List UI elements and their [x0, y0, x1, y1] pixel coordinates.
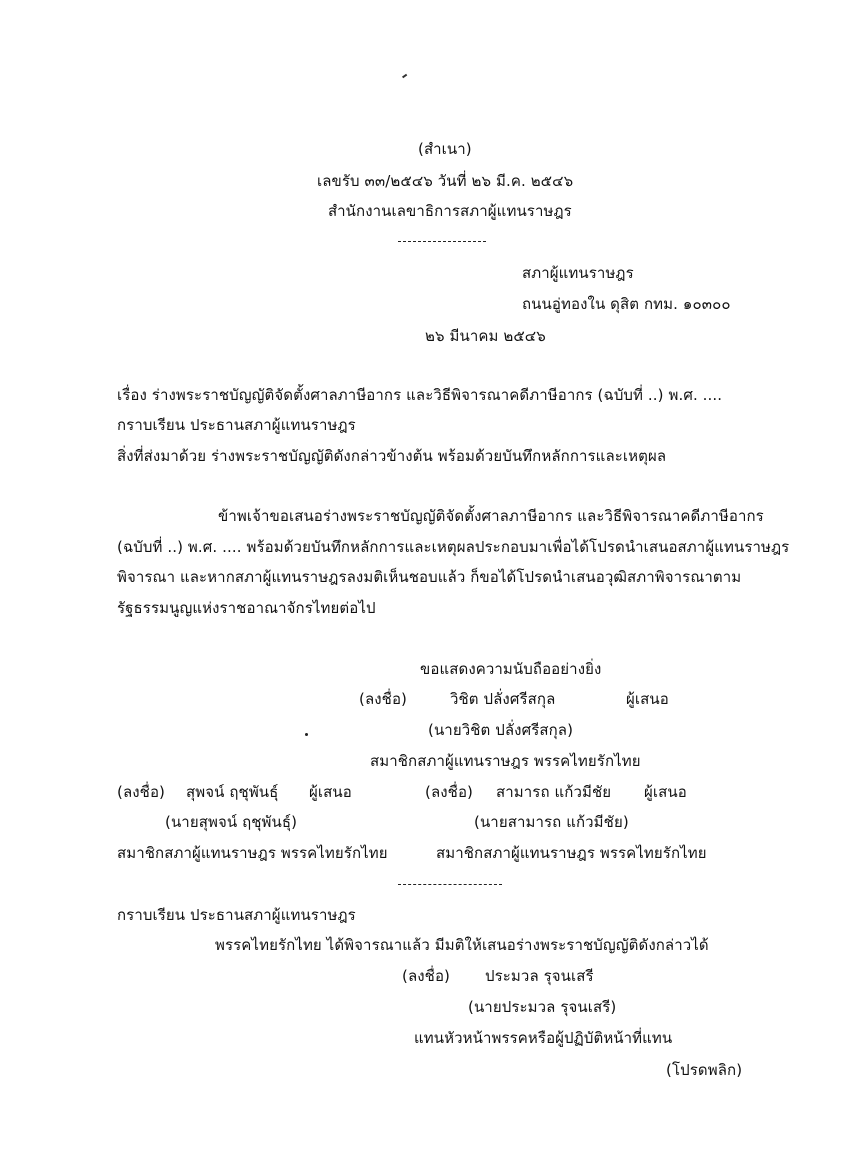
- left-signature: สุพจน์ ฤชุพันธุ์: [186, 783, 279, 801]
- main-sign-label: (ลงชื่อ): [359, 690, 408, 708]
- right-role: ผู้เสนอ: [644, 783, 687, 801]
- ink-speck: [305, 733, 308, 736]
- endorsement-sign-label: (ลงชื่อ): [402, 967, 451, 985]
- right-sign-label: (ลงชื่อ): [425, 783, 474, 801]
- main-role: ผู้เสนอ: [626, 690, 669, 708]
- enclosure-line: สิ่งที่ส่งมาด้วย ร่างพระราชบัญญัติดังกล่าวข้างต้น พร้อมด้วยบันทึกหลักการและเหตุผล: [117, 447, 667, 465]
- left-position: สมาชิกสภาผู้แทนราษฎร พรรคไทยรักไทย: [117, 844, 388, 862]
- address-line-2: ถนนอู่ทองใน ดุสิต กทม. ๑๐๓๐๐: [522, 295, 731, 313]
- body-line-3: พิจารณา และหากสภาผู้แทนราษฎรลงมติเห็นชอบแล้ว ก็ขอได้โปรดนำเสนอวุฒิสภาพิจารณาตาม: [117, 568, 742, 586]
- turn-over-note: (โปรดพลิก): [666, 1061, 743, 1079]
- endorsement-position: แทนหัวหน้าพรรคหรือผู้ปฏิบัติหน้าที่แทน: [414, 1029, 673, 1047]
- right-printed-name: (นายสามารถ แก้วมีชัย): [474, 813, 629, 831]
- left-role: ผู้เสนอ: [309, 783, 352, 801]
- main-signature: วิชิต ปลั่งศรีสกุล: [450, 690, 556, 708]
- closing-respect: ขอแสดงความนับถืออย่างยิ่ง: [420, 660, 602, 678]
- address-line-1: สภาผู้แทนราษฎร: [522, 264, 634, 282]
- endorsement-statement: พรรคไทยรักไทย ได้พิจารณาแล้ว มีมติให้เสนอร่างพระราชบัญญัติดังกล่าวได้: [215, 936, 709, 954]
- endorsement-printed-name: (นายประมวล รุจนเสรี): [468, 998, 617, 1016]
- salutation: กราบเรียน ประธานสภาผู้แทนราษฎร: [117, 416, 356, 434]
- body-line-1: ข้าพเจ้าขอเสนอร่างพระราชบัญญัติจัดตั้งศาลภาษีอากร และวิธีพิจารณาคดีภาษีอากร: [218, 507, 764, 525]
- document-date: ๒๖ มีนาคม ๒๕๔๖: [425, 327, 546, 345]
- main-printed-name: (นายวิชิต ปลั่งศรีสกุล): [428, 721, 574, 739]
- right-position: สมาชิกสภาผู้แทนราษฎร พรรคไทยรักไทย: [436, 844, 707, 862]
- mid-divider: [398, 884, 502, 885]
- body-line-4: รัฐธรรมนูญแห่งราชอาณาจักรไทยต่อไป: [117, 599, 376, 617]
- stray-mark: [402, 74, 407, 78]
- copy-label: (สำเนา): [418, 140, 472, 158]
- header-divider: [398, 241, 486, 242]
- endorsement-salutation: กราบเรียน ประธานสภาผู้แทนราษฎร: [117, 906, 356, 924]
- left-sign-label: (ลงชื่อ): [117, 783, 166, 801]
- endorsement-signature: ประมวล รุจนเสรี: [485, 967, 594, 985]
- main-position: สมาชิกสภาผู้แทนราษฎร พรรคไทยรักไทย: [370, 752, 641, 770]
- office-name: สำนักงานเลขาธิการสภาผู้แทนราษฎร: [328, 202, 572, 220]
- left-printed-name: (นายสุพจน์ ฤชุพันธุ์): [165, 813, 298, 831]
- received-number: เลขรับ ๓๓/๒๕๔๖ วันที่ ๒๖ มี.ค. ๒๕๔๖: [317, 172, 574, 190]
- body-line-2: (ฉบับที่ ..) พ.ศ. .... พร้อมด้วยบันทึกหลักการและเหตุผลประกอบมาเพื่อได้โปรดนำเสนอสภาผู้แทนราษฎร: [117, 538, 790, 556]
- subject-line: เรื่อง ร่างพระราชบัญญัติจัดตั้งศาลภาษีอากร และวิธีพิจารณาคดีภาษีอากร (ฉบับที่ ..) พ.ศ. ....: [117, 386, 723, 404]
- right-signature: สามารถ แก้วมีชัย: [496, 783, 612, 801]
